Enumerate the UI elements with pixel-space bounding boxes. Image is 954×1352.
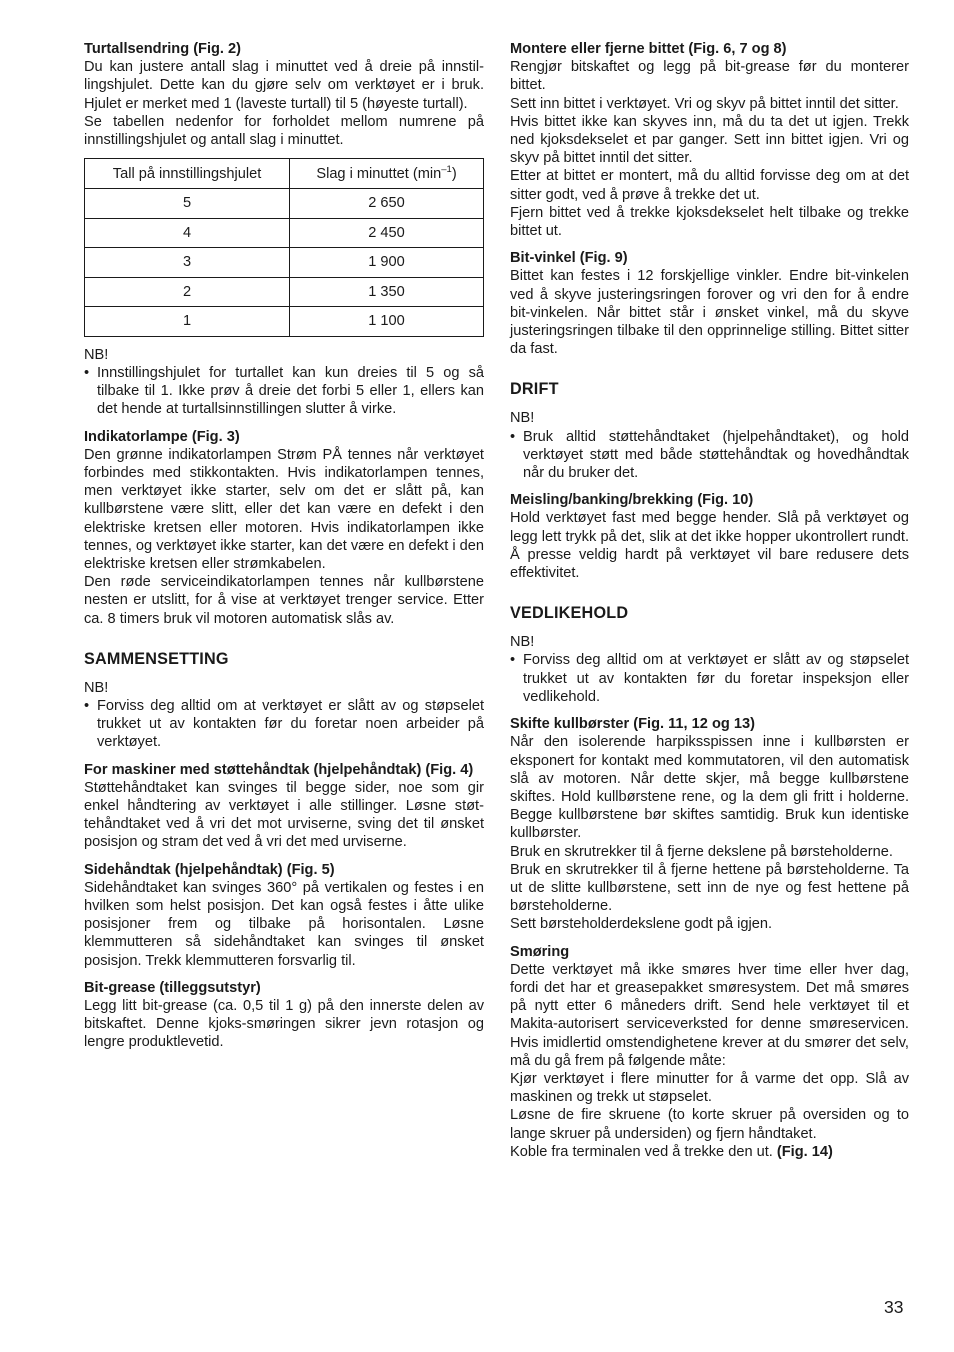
table-cell-bpm: 2 450 [290,218,484,248]
paragraph: Når den isolerende harpiksspissen inne i kullbørsten er eksponert for kontakt med kommutatoren, vil den automatisk slå av motoren. Når dette skjer, må begge kullbørstene skiftes. Hold kullbørstene rene, og la dem gli fritt i holderne. Begge kullbørstene bør skiftes samtidig. Bruk kun identiske kullbørster. [510,734,909,842]
section-title-install-bit: Montere eller fjerne bittet (Fig. 6, 7 og 8) [510,41,787,57]
bullet-icon: • [84,697,90,714]
bullet-icon: • [510,652,516,669]
section-title-lubrication: Smøring [510,943,570,960]
section-title-side-handle: Sidehåndtak (hjelpehåndtak) (Fig. 5) [84,861,335,878]
note-label: NB! [84,679,109,696]
bullet-item: • Forviss deg alltid om at verktøyet er slått av og støpselet trukket ut av kontakten før du foretar noen arbeider på verktøyet. [84,697,484,751]
note-label: NB! [510,410,535,427]
table-header-row [85,159,484,189]
table-cell-setting: 4 [85,218,290,248]
table-header-setting: Tall på innstillingshjulet [85,159,290,189]
section-title-indicator: Indikatorlampe (Fig. 3) [84,428,240,445]
table-cell-setting: 3 [85,248,290,278]
paragraph: Bruk en skrutrekker til å fjerne hettene på børsteholderne. Ta ut de slitte kullbørstene, sett inn de nye og fest hettene på børsteholderne. [510,861,909,915]
paragraph: Se tabellen nedenfor for forholdet mellom numrene på innstillingshjulet og antall slag i minuttet. [84,113,484,149]
section-title-bit-grease: Bit-grease (tilleggsutstyr) [84,979,261,996]
paragraph: Dette verktøyet må ikke smøres hver time eller hver dag, fordi det har et greasepakket smøresystem. Det må smøres på nytt etter 6 måneders drift. Send hele verktøyet til et Makita-autorisert serviceverksted for denne smøreservicen. Hvis imidlertid omstendighetene krever at du smører det selv, må du gå frem på følgende måte: [510,961,909,1069]
note-label: NB! [510,634,535,651]
speed-table [84,158,484,337]
table-row [85,277,484,307]
heading-operation: DRIFT [510,380,559,399]
paragraph: Den grønne indikatorlampen Strøm PÅ tennes når verktøyet forbindes med stikkontakten. Hvis indikatorlampen tennes, men verktøyet ikke starter, selv om det er slått på, kan kullbørstene være slitt, eller det kan være en defekt i den elektriske kretsen eller motoren. Hvis indikatorlampen ikke tennes, og verktøyet ikke starter, kan det være en defekt i den elektriske kretsen eller strømkabelen. [84,446,484,572]
paragraph: Bittet kan festes i 12 forskjellige vinkler. Endre bit-vinkelen ved å skyve justeringsringen forover og vri den for å endre bit-vinkelen. Når bittet står i ønsket vinkel, må du skyve justeringsringen tilbake til den opprinnelige stilling. Bittet sitter da fast. [510,268,909,358]
paragraph: Koble fra terminalen ved å trekke den ut. (Fig. 14) [510,1143,833,1160]
section-title-speed-change: Turtallsendring (Fig. 2) [84,41,242,57]
bullet-icon: • [510,428,516,445]
bullet-item: • Bruk alltid støttehåndtaket (hjelpehåndtaket), og hold verktøyet støtt med både støttehåndtak og hovedhåndtak når du bruker det. [510,428,909,482]
paragraph: Den røde serviceindikatorlampen tennes når kullbørstene nesten er utslitt, for å vise at verktøyet trenger service. Etter ca. 8 timers bruk vil motoren automatisk slås av. [84,574,484,627]
paragraph: Hvis bittet ikke kan skyves inn, må du ta det ut igjen. Trekk ned kjoksdekselet et par ganger. Sett inn bittet igjen. Vri og skyv på bittet inntil det sitter. [510,113,909,167]
section-title-support-handle: For maskiner med støttehåndtak (hjelpehåndtak) (Fig. 4) [84,761,474,778]
paragraph: Løsne de fire skruene (to korte skruer på oversiden og to lange skruer på undersiden) og fjern håndtaket. [510,1107,909,1142]
paragraph: Sett inn bittet i verktøyet. Vri og skyv på bittet inntil det sitter. [510,95,899,112]
table-cell-setting: 2 [85,277,290,307]
paragraph: Fjern bittet ved å trekke kjoksdekselet helt tilbake og trekke bittet ut. [510,204,909,240]
bullet-item: • Innstillingshjulet for turtallet kan kun dreies til 5 og så tilbake til 1. Ikke prøv å dreie det forbi 5 eller 1, ellers kan det hende at turtallsinnstillingen slutter å virke. [84,364,484,418]
table-cell-bpm: 1 350 [290,277,484,307]
table-header-bpm: Slag i minuttet $(\min^{-1})$ [290,159,484,189]
paragraph: Etter at bittet er montert, må du alltid forvisse deg om at det sitter godt, ved å prøve å trekke det ut. [510,168,909,203]
heading-assembly: SAMMENSETTING [84,649,229,668]
paragraph: Du kan justere antall slag i minuttet ved å dreie på innstillingshjulet. Dette kan du gjøre selv om verktøyet er i bruk. Hjulet er merket med 1 (laveste turtall) til 5 (høyeste turtall). [84,59,484,112]
table-cell-setting: 1 [85,307,290,337]
bullet-item: • Forviss deg alltid om at verktøyet er slått av og støpselet trukket ut av kontakten før du foretar inspeksjon eller vedlikehold. [510,652,909,705]
paragraph: Rengjør bitskaftet og legg på bit-grease før du monterer bittet. [510,59,909,94]
section-title-bit-angle: Bit-vinkel (Fig. 9) [510,250,628,267]
paragraph: Kjør verktøyet i flere minutter for å varme det opp. Slå av maskinen og trekk ut støpselet. [510,1070,909,1106]
bullet-icon: • [84,364,90,381]
table-cell-bpm: 1 100 [290,307,484,337]
note-label: NB! [84,346,109,363]
section-title-carbon-brushes: Skifte kullbørster (Fig. 11, 12 og 13) [510,716,755,733]
paragraph: Sett børsteholderdekslene godt på igjen. [510,916,773,933]
paragraph: Hold verktøyet fast med begge hender. Slå på verktøyet og legg lett trykk på det, slik at det ikke hopper ukontrollert rundt. Å presse veldig hardt på verktøyet vil bare redusere dets effektivitet. [510,510,909,582]
right-column [510,40,909,1161]
table-row [85,307,484,337]
table-row [85,218,484,248]
paragraph: Støttehåndtaket kan svinges til begge sider, noe som gir enkel håndtering av verktøyet i alle stillinger. Løsne støttehåndtaket ved å vri det mot urviserne, sving det til ønsket posisjon og stram det ved å vri det med urviserne. [84,779,484,851]
section-title-chipping: Meisling/banking/brekking (Fig. 10) [510,492,754,509]
table-cell-setting: 5 [85,189,290,219]
table-cell-bpm: 2 650 [290,189,484,219]
paragraph: Sidehåndtaket kan svinges 360° på vertikalen og festes i en hvilken som helst posisjon. Det kan også festes i åtte ulike posisjoner frem og tilbake på horisontalen. Løsne klemmutteren så sidehåndtaket kan svinges til ønsket posisjon. Trekk klemmutteren forsvarlig til. [84,879,484,969]
figure-reference: (Fig. 14) [776,1143,833,1160]
left-column [84,40,484,1052]
table-row [85,189,484,219]
table-cell-bpm: 1 900 [290,248,484,278]
paragraph: Legg litt bit-grease (ca. 0,5 til 1 g) på den innerste delen av bitskaftet. Denne kjoks-smøringen sikrer jevn rotasjon og lengre produktlevetid. [84,998,484,1051]
page-number: 33 [884,1297,904,1317]
heading-maintenance: VEDLIKEHOLD [510,604,629,623]
table-row [85,248,484,278]
paragraph: Bruk en skrutrekker til å fjerne dekslene på børsteholderne. [510,843,893,860]
